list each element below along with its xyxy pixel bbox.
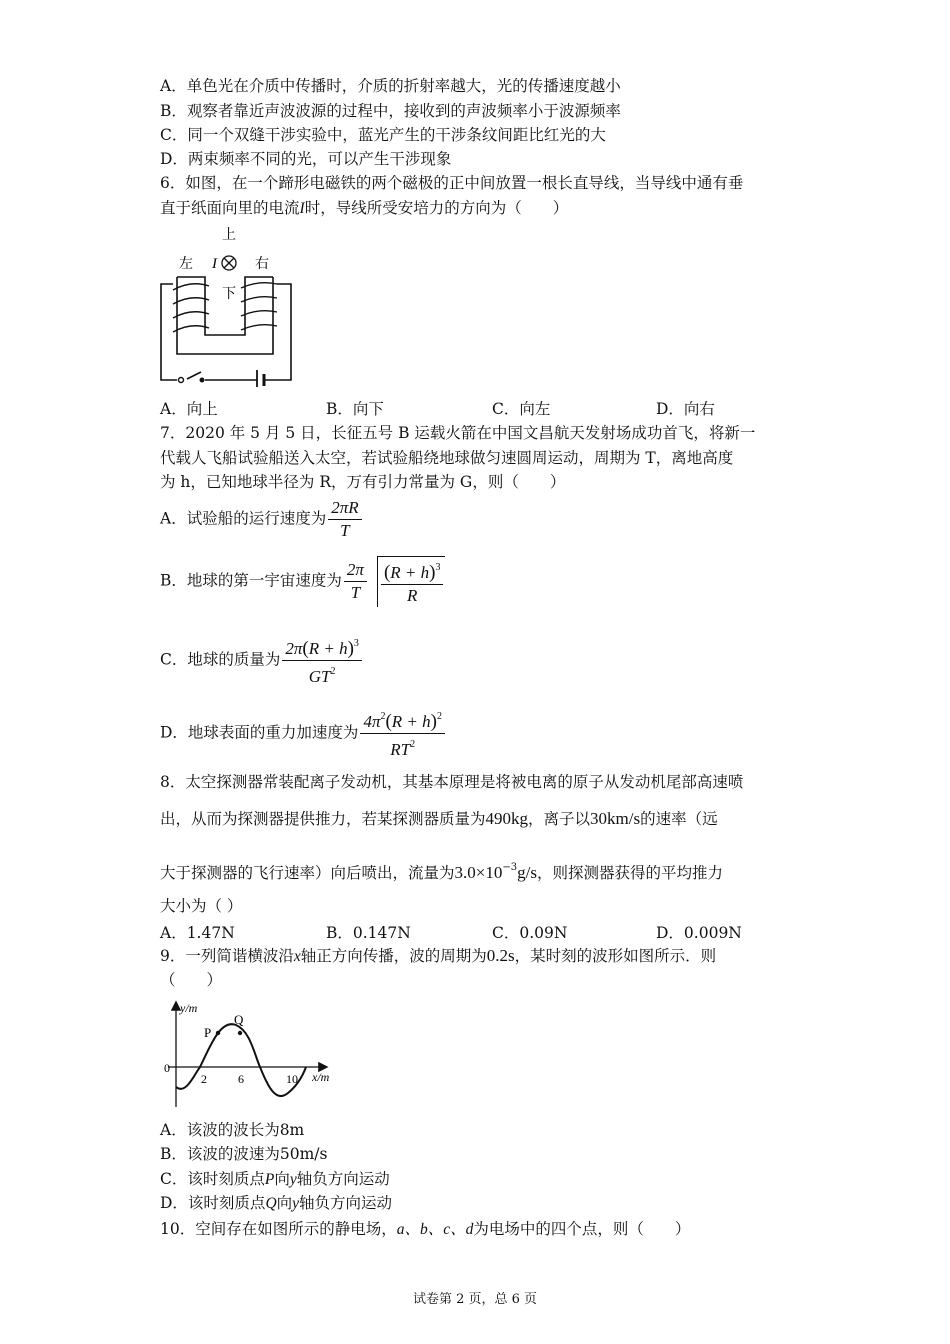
label-down: 下 [222, 286, 236, 302]
svg-text:2: 2 [201, 1072, 207, 1086]
q7-stem-line2: 代载人飞船试验船送入太空，若试验船绕地球做匀速圆周运动，周期为 T，离地高度 [160, 449, 734, 467]
q8-option-d: D．0.009N [656, 924, 742, 942]
q9-option-a: A．该波的波长为8m [160, 1121, 305, 1139]
q6-stem-line2: 直于纸面向里的电流I时，导线所受安培力的方向为（ ） [160, 199, 569, 217]
point-p [216, 1031, 220, 1035]
q8-stem-line1: 8．太空探测器常装配离子发动机，其基本原理是将被电离的原子从发动机尾部高速喷 [160, 773, 744, 791]
label-right: 右 [255, 256, 269, 272]
q7-stem-line3: 为 h，已知地球半径为 R，万有引力常量为 G，则（ ） [160, 473, 566, 491]
left-coil [173, 284, 209, 332]
svg-text:y/m: y/m [180, 1001, 198, 1015]
q8-option-c: C．0.09N [492, 924, 568, 942]
q7-option-b: B．地球的第一宇宙速度为 $\frac{2\pi}{T}$ $\frac{(R + h)^3}{R}$ [160, 556, 445, 607]
q8-stem-line2: 出，从而为探测器提供推力，若某探测器质量为490kg，离子以30km/s的速率（远 [160, 809, 718, 828]
q8-stem-line3: 大于探测器的飞行速率）向后喷出，流量为$3.0\times 10^{-3}g/s$，则探测器获得的平均推力 [160, 862, 723, 882]
q8-option-b: B．0.147N [326, 924, 411, 942]
q6-option-a: A．向上 [160, 400, 218, 418]
label-up: 上 [222, 227, 236, 243]
svg-text:P: P [204, 1025, 212, 1040]
q8-option-a: A．1.47N [160, 924, 235, 942]
q9-option-b: B．该波的波速为50m/s [160, 1145, 328, 1163]
svg-text:Q: Q [234, 1012, 244, 1027]
svg-text:10: 10 [286, 1072, 298, 1086]
svg-text:0: 0 [164, 1061, 170, 1075]
q9-stem-line2: （ ） [160, 971, 223, 989]
q9-stem-line1: 9．一列简谐横波沿x轴正方向传播，波的周期为0.2s，某时刻的波形如图所示．则 [160, 946, 717, 965]
wave-figure [158, 995, 338, 1110]
q5-option-b: B．观察者靠近声波波源的过程中，接收到的声波频率小于波源频率 [160, 102, 621, 120]
q9-option-c: C．该时刻质点P向y轴负方向运动 [160, 1170, 390, 1188]
right-coil [241, 283, 277, 330]
electromagnet-figure [155, 222, 300, 387]
q6-option-d: D．向右 [656, 400, 715, 418]
q5-option-c: C．同一个双缝干涉实验中，蓝光产生的干涉条纹间距比红光的大 [160, 126, 606, 144]
q9-option-d: D．该时刻质点Q向y轴负方向运动 [160, 1194, 393, 1212]
q5-option-d: D．两束频率不同的光，可以产生干涉现象 [160, 150, 452, 168]
q7-option-a: A．试验船的运行速度为 $\frac{2\pi R}{T}$ [160, 497, 364, 542]
q7-option-c: C．地球的质量为 $\frac{2\pi(R + h)^3}{GT^2}$ [160, 633, 364, 688]
q8-stem-line4: 大小为（ ） [160, 897, 243, 915]
q7-stem-line1: 7．2020 年 5 月 5 日，长征五号 B 运载火箭在中国文昌航天发射场成功首飞，将新一 [160, 424, 756, 442]
label-left: 左 [179, 256, 193, 272]
q5-option-a: A．单色光在介质中传播时，介质的折射率越大，光的传播速度越小 [160, 77, 621, 95]
q10-stem: 10．空间存在如图所示的静电场，a、b、c、d为电场中的四个点，则（ ） [160, 1220, 691, 1238]
q7-option-d: D．地球表面的重力加速度为 $\frac{4\pi^2(R + h)^2}{RT^2}$ [160, 706, 447, 761]
point-q [238, 1031, 242, 1035]
page-footer: 试卷第 2 页，总 6 页 [412, 1292, 538, 1307]
svg-text:x/m: x/m [312, 1070, 330, 1084]
q6-option-b: B．向下 [326, 400, 384, 418]
label-current: I [212, 256, 217, 272]
q6-stem-line1: 6．如图，在一个蹄形电磁铁的两个磁极的正中间放置一根长直导线，当导线中通有垂 [160, 174, 744, 192]
q6-option-c: C．向左 [492, 400, 551, 418]
svg-text:6: 6 [238, 1072, 244, 1086]
